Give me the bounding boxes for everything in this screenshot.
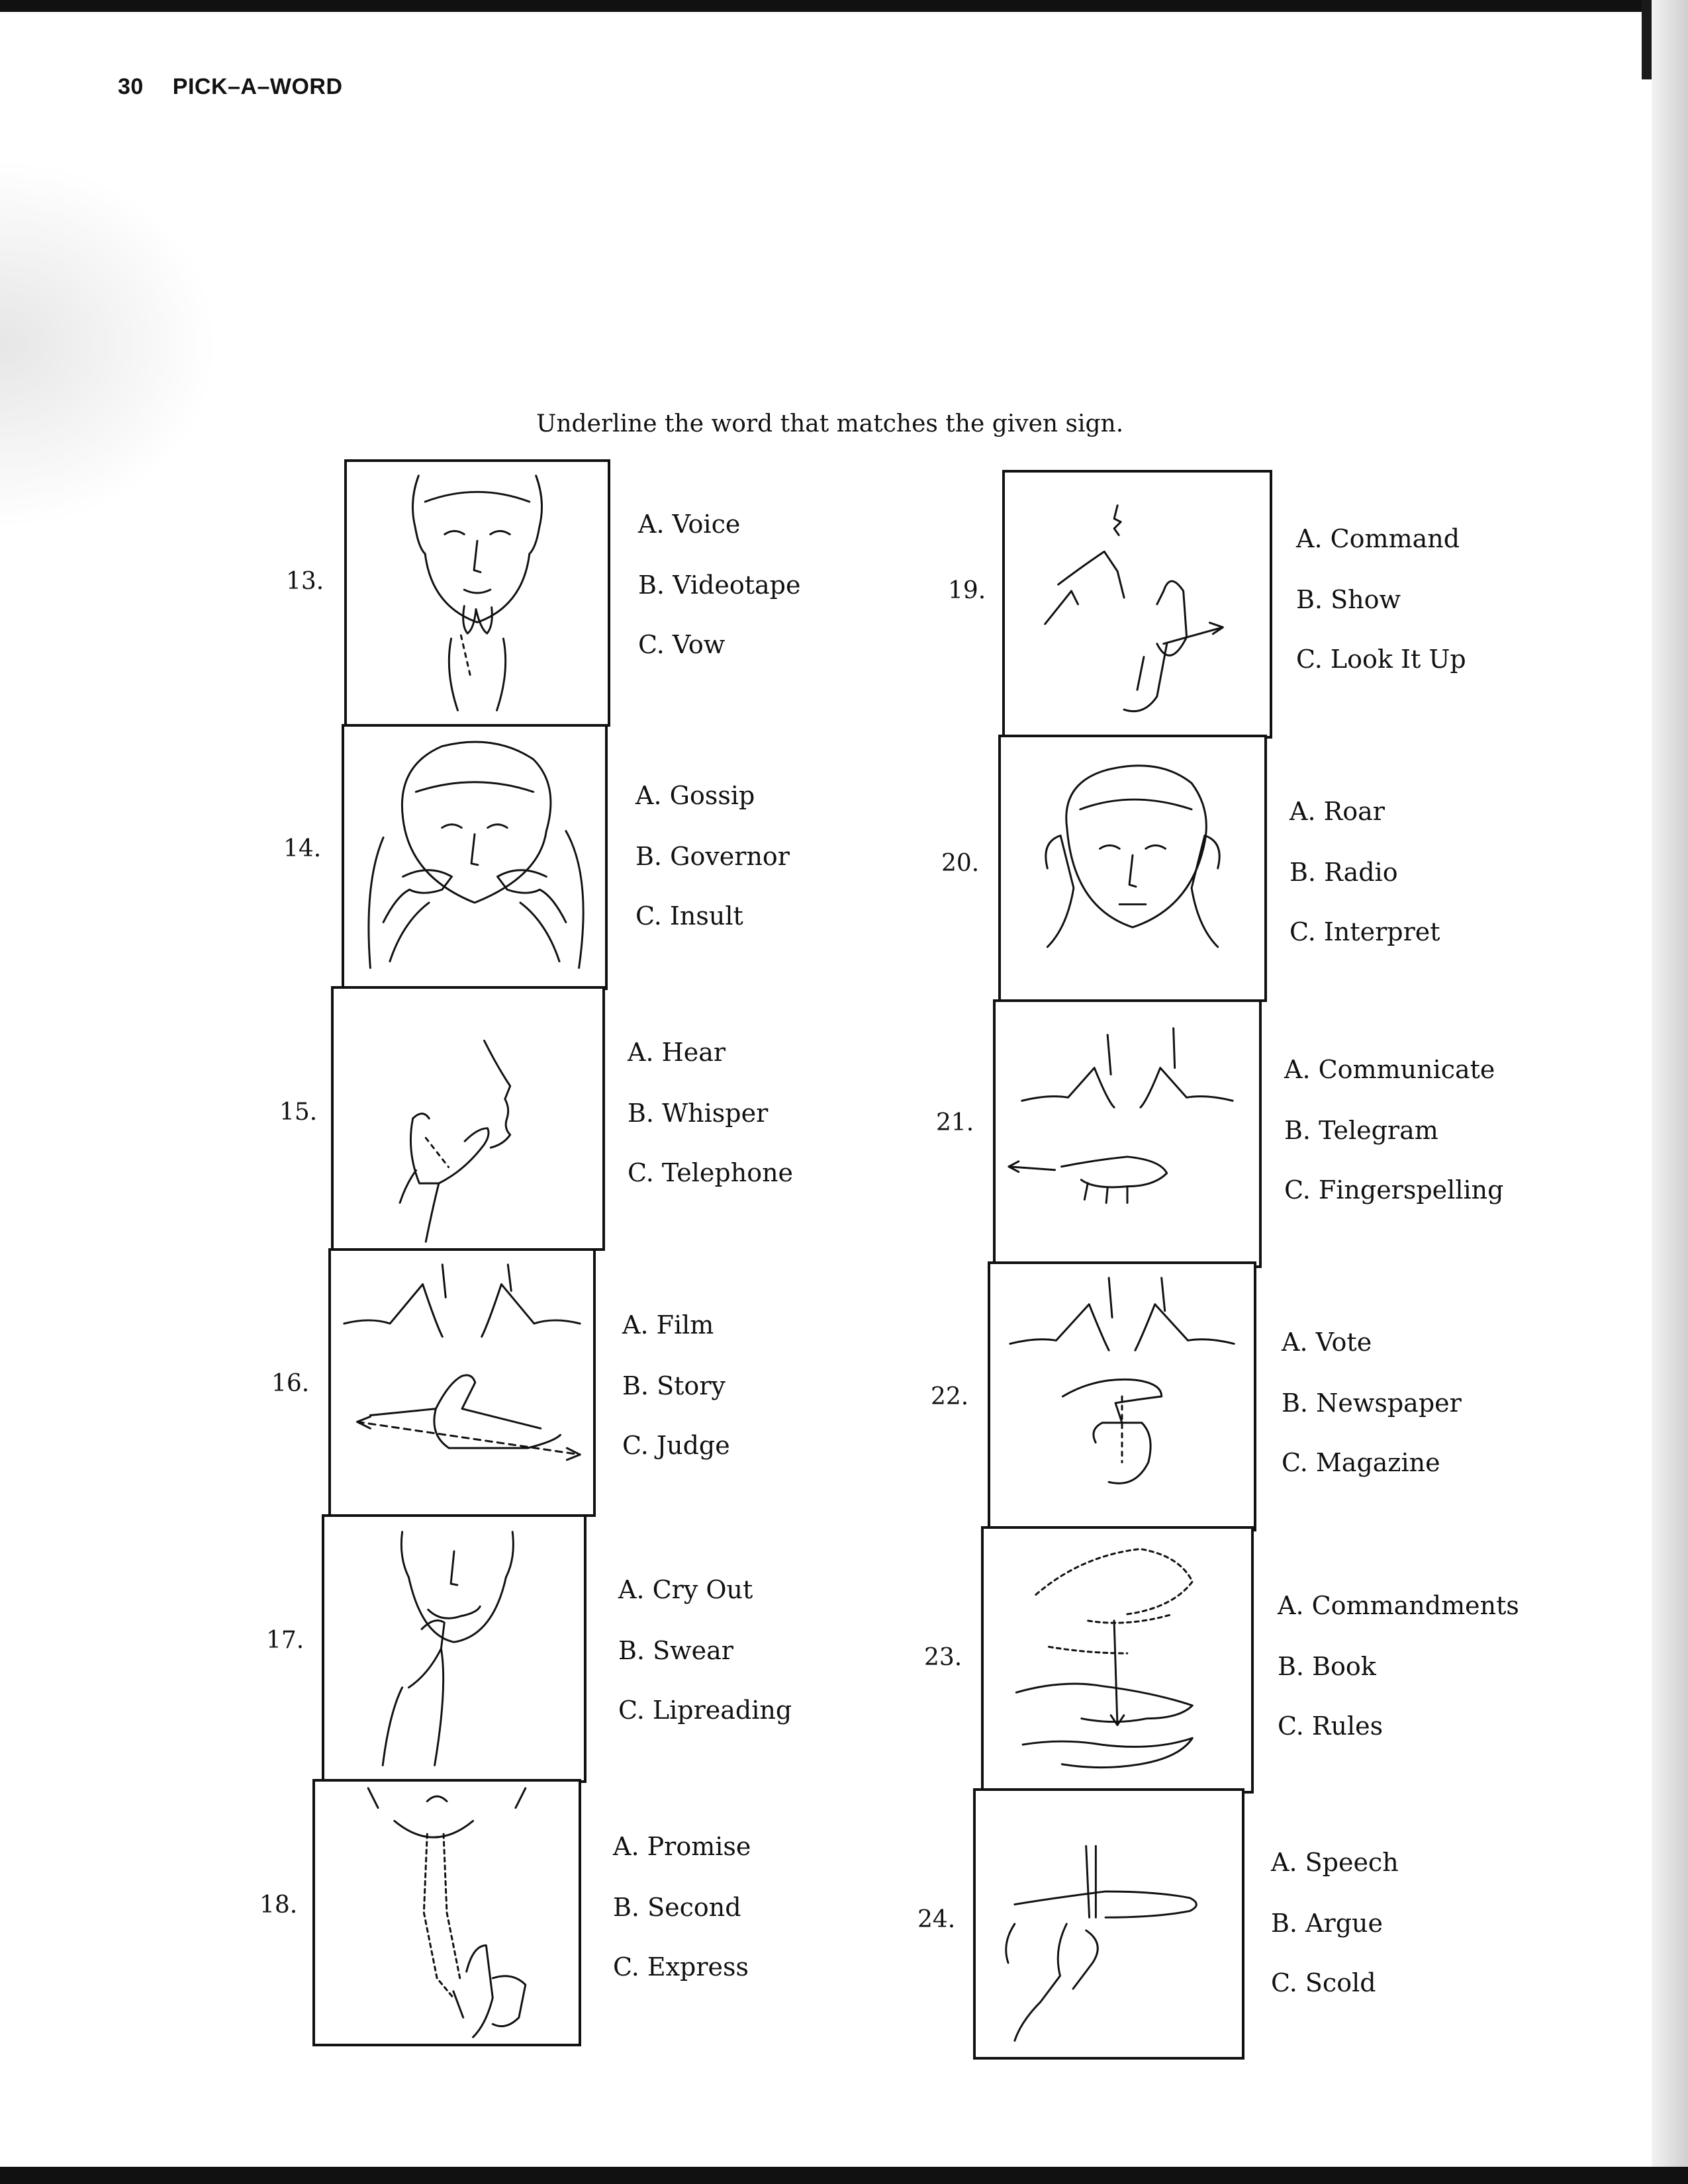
item-number-15: 15. <box>279 1099 318 1126</box>
scan-edge-bottom <box>0 2167 1688 2184</box>
sign-illustration-18 <box>312 1779 581 2046</box>
scan-edge-top <box>0 0 1688 12</box>
choice-22-a[interactable]: A. Vote <box>1282 1328 1372 1357</box>
choice-15-c[interactable]: C. Telephone <box>628 1158 794 1187</box>
choice-17-b[interactable]: B. Swear <box>618 1636 733 1665</box>
sign-illustration-14 <box>342 724 608 990</box>
choice-22-c[interactable]: C. Magazine <box>1282 1448 1440 1477</box>
choice-23-c[interactable]: C. Rules <box>1278 1711 1383 1741</box>
scan-shadow <box>0 159 218 529</box>
sign-illustration-21 <box>993 999 1262 1268</box>
choice-20-b[interactable]: B. Radio <box>1289 858 1398 887</box>
choice-20-c[interactable]: C. Interpret <box>1289 917 1440 946</box>
sign-illustration-22 <box>988 1261 1256 1531</box>
item-number-24: 24. <box>917 1906 956 1933</box>
choice-20-a[interactable]: A. Roar <box>1289 797 1385 826</box>
item-number-19: 19. <box>948 577 986 604</box>
choice-17-a[interactable]: A. Cry Out <box>618 1575 753 1604</box>
choice-13-a[interactable]: A. Voice <box>638 510 741 539</box>
sign-illustration-17 <box>322 1514 586 1783</box>
item-number-21: 21. <box>936 1109 974 1136</box>
item-number-18: 18. <box>259 1891 298 1919</box>
choice-23-a[interactable]: A. Commandments <box>1278 1591 1519 1620</box>
choice-21-c[interactable]: C. Fingerspelling <box>1284 1175 1504 1205</box>
choice-19-c[interactable]: C. Look It Up <box>1296 645 1466 674</box>
choice-16-c[interactable]: C. Judge <box>622 1431 730 1460</box>
instructions: Underline the word that matches the given sign. <box>536 410 1124 437</box>
item-number-23: 23. <box>924 1644 962 1671</box>
item-number-22: 22. <box>931 1383 969 1410</box>
choice-19-b[interactable]: B. Show <box>1296 585 1401 614</box>
item-number-14: 14. <box>283 835 322 862</box>
sign-illustration-20 <box>998 735 1267 1002</box>
item-number-17: 17. <box>266 1627 305 1654</box>
choice-13-c[interactable]: C. Vow <box>638 630 726 659</box>
choice-22-b[interactable]: B. Newspaper <box>1282 1388 1462 1418</box>
choice-18-b[interactable]: B. Second <box>613 1893 741 1922</box>
choice-21-b[interactable]: B. Telegram <box>1284 1116 1438 1145</box>
choice-21-a[interactable]: A. Communicate <box>1284 1055 1495 1084</box>
page-header <box>118 74 343 100</box>
item-number-20: 20. <box>941 850 980 877</box>
choice-24-b[interactable]: B. Argue <box>1271 1909 1383 1938</box>
page-title: PICK–A–WORD <box>172 74 343 99</box>
choice-15-a[interactable]: A. Hear <box>628 1038 726 1067</box>
choice-24-c[interactable]: C. Scold <box>1271 1968 1376 1997</box>
choice-16-a[interactable]: A. Film <box>622 1310 714 1340</box>
sign-illustration-13 <box>344 459 610 727</box>
choice-23-b[interactable]: B. Book <box>1278 1652 1376 1681</box>
sign-illustration-23 <box>981 1526 1254 1794</box>
choice-24-a[interactable]: A. Speech <box>1271 1848 1399 1877</box>
choice-14-b[interactable]: B. Governor <box>635 842 790 871</box>
choice-15-b[interactable]: B. Whisper <box>628 1099 769 1128</box>
sign-illustration-16 <box>328 1248 596 1517</box>
item-number-13: 13. <box>286 568 324 595</box>
choice-18-c[interactable]: C. Express <box>613 1952 749 1981</box>
choice-13-b[interactable]: B. Videotape <box>638 570 801 600</box>
choice-18-a[interactable]: A. Promise <box>613 1832 751 1861</box>
choice-14-a[interactable]: A. Gossip <box>635 781 755 810</box>
choice-16-b[interactable]: B. Story <box>622 1371 726 1400</box>
sign-illustration-24 <box>973 1788 1244 2060</box>
choice-19-a[interactable]: A. Command <box>1296 524 1460 553</box>
sign-illustration-19 <box>1002 470 1272 739</box>
page-number: 30 <box>118 74 144 99</box>
choice-14-c[interactable]: C. Insult <box>635 901 743 931</box>
choice-17-c[interactable]: C. Lipreading <box>618 1696 792 1725</box>
scan-edge-right <box>1652 0 1688 2184</box>
sign-illustration-15 <box>331 986 605 1251</box>
item-number-16: 16. <box>271 1370 310 1397</box>
